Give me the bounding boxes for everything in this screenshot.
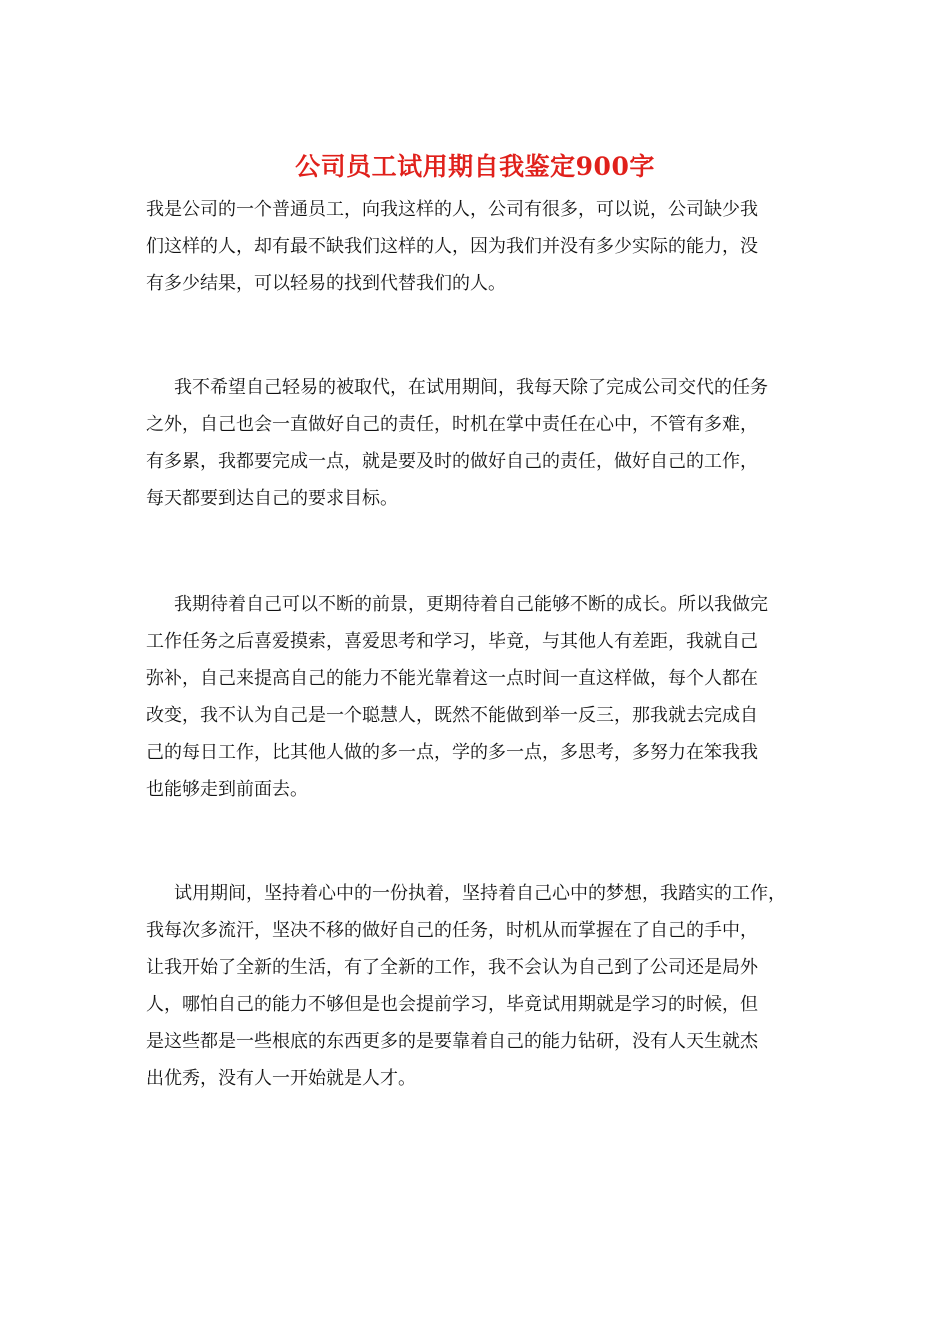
- paragraph-line: 是这些都是一些根底的东西更多的是要靠着自己的能力钻研，没有人天生就杰: [146, 1031, 758, 1052]
- paragraph-line: 我不希望自己轻易的被取代，在试用期间，我每天除了完成公司交代的任务: [174, 377, 768, 398]
- document-title: 公司员工试用期自我鉴定900字: [295, 152, 655, 181]
- paragraph-line: 也能够走到前面去。: [146, 779, 308, 800]
- paragraph-line: 试用期间，坚持着心中的一份执着，坚持着自己心中的梦想，我踏实的工作，: [174, 883, 786, 904]
- paragraph-line: 弥补，自己来提高自己的能力不能光靠着这一点时间一直这样做，每个人都在: [146, 668, 758, 689]
- paragraph-line: 工作任务之后喜爱摸索，喜爱思考和学习，毕竟，与其他人有差距，我就自己: [146, 631, 758, 652]
- paragraph-line: 出优秀，没有人一开始就是人才。: [146, 1068, 416, 1089]
- paragraph-line: 每天都要到达自己的要求目标。: [146, 488, 398, 509]
- paragraph-line: 我每次多流汗，坚决不移的做好自己的任务，时机从而掌握在了自己的手中，: [146, 920, 758, 941]
- paragraph-line: 己的每日工作，比其他人做的多一点，学的多一点，多思考，多努力在笨我我: [146, 742, 758, 763]
- paragraph-line: 有多累，我都要完成一点，就是要及时的做好自己的责任，做好自己的工作，: [146, 451, 758, 472]
- paragraph-line: 我期待着自己可以不断的前景，更期待着自己能够不断的成长。所以我做完: [174, 594, 768, 615]
- paragraph-line: 人，哪怕自己的能力不够但是也会提前学习，毕竟试用期就是学习的时候，但: [146, 994, 758, 1015]
- paragraph-line: 我是公司的一个普通员工，向我这样的人，公司有很多，可以说，公司缺少我: [146, 199, 758, 220]
- paragraph-line: 们这样的人，却有最不缺我们这样的人，因为我们并没有多少实际的能力，没: [146, 236, 758, 257]
- paragraph-line: 之外，自己也会一直做好自己的责任，时机在掌中责任在心中，不管有多难，: [146, 414, 758, 435]
- paragraph-line: 让我开始了全新的生活，有了全新的工作，我不会认为自己到了公司还是局外: [146, 957, 758, 978]
- paragraph-line: 改变，我不认为自己是一个聪慧人，既然不能做到举一反三，那我就去完成自: [146, 705, 758, 726]
- paragraph-line: 有多少结果，可以轻易的找到代替我们的人。: [146, 273, 506, 294]
